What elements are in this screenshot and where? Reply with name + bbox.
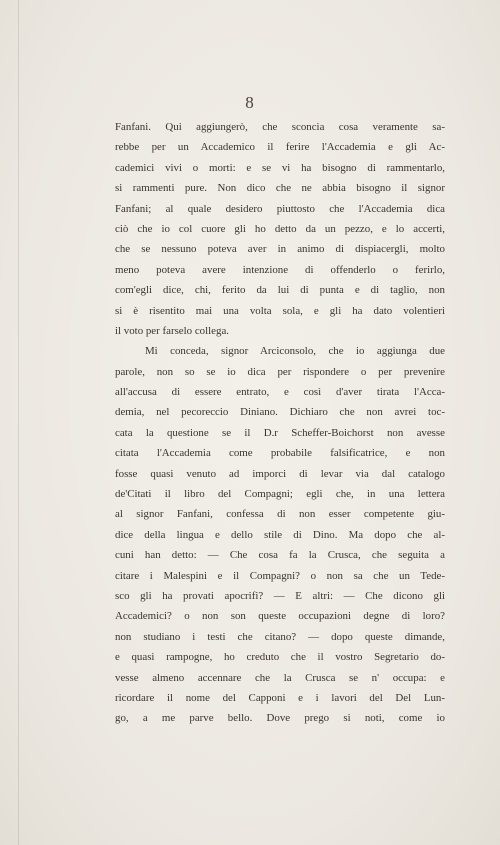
paragraph-2 (115, 341, 445, 728)
text-line: demia, nel pecoreccio Diniano. Dichiaro che non avrei toc- (115, 406, 445, 419)
text-line: all'accusa di essere entrato, e così d'aver tirata l'Acca- (115, 386, 445, 399)
text-line: ricordare il nome del Capponi e i lavori del Del Lun- (115, 691, 445, 704)
text-line: Fanfani; al quale desidero piuttosto che l'Accademia dica (115, 202, 445, 215)
text-line: Accademici? o non son queste occupazioni degne di loro? (115, 610, 445, 623)
text-line: ciò che io col cuore gli ho detto da un pezzo, e lo accerti, (115, 222, 445, 235)
text-line: go, a me parve bello. Dove prego si noti, come io (115, 712, 445, 725)
paragraph-1 (115, 117, 445, 341)
text-line: parole, non so se io dica per rispondere o per prevenire (115, 365, 445, 378)
text-line: non studiano i testi che citano? — dopo queste dimande, (115, 630, 445, 643)
text-line: citata l'Accademia come probabile falsificatrice, e non (115, 447, 445, 460)
text-line: fosse quasi venuto ad imporci di levar via dal catalogo (115, 467, 445, 480)
body-text (115, 117, 445, 729)
page-number: 8 (245, 93, 255, 112)
text-line: si rammenti pure. Non dico che ne abbia bisogno il signor (115, 182, 445, 195)
text-line: meno poteva avere intenzione di offenderlo o ferirlo, (115, 263, 445, 276)
text-line: vesse almeno accennare che la Crusca se n' occupa: e (115, 671, 445, 684)
text-line: cata la questione se il D.r Scheffer-Boichorst non avesse (115, 426, 445, 439)
text-line: il voto per farselo collega. (115, 324, 230, 337)
text-line: si è risentito mai una volta sola, e gli ha dato volentieri (115, 304, 445, 317)
text-line: rebbe per un Accademico il ferire l'Accademia e gli Ac- (115, 141, 445, 154)
text-line: e quasi rampogne, ho creduto che il vostro Segretario do- (115, 651, 445, 664)
text-line: de'Citati il libro del Compagni; egli che, in una lettera (115, 488, 445, 501)
text-line: com'egli dice, chi, ferito da lui di punta e di taglio, non (115, 284, 445, 297)
text-line: cademici vivi o morti: e se vi ha bisogno di rammentarlo, (115, 161, 445, 174)
text-line: Mi conceda, signor Arciconsolo, che io aggiunga due (145, 345, 445, 358)
text-line: cuni han detto: — Che cosa fa la Crusca, che seguita a (115, 549, 445, 562)
text-line: al signor Fanfani, confessa di non esser competente giu- (115, 508, 445, 521)
text-line: Fanfani. Qui aggiungerò, che sconcia cosa veramente sa- (115, 121, 445, 133)
text-line: dice della lingua e dello stile di Dino. Ma dopo che al- (115, 528, 445, 541)
text-line: sco gli ha provati apocrifi? — E altri: — Che dicono gli (115, 589, 445, 602)
text-line: citare i Malespini e il Compagni? o non sa che un Tede- (115, 569, 445, 582)
page-fold-shadow (18, 0, 19, 845)
text-line: che se nessuno poteva aver in animo di dispiacergli, molto (115, 243, 445, 256)
